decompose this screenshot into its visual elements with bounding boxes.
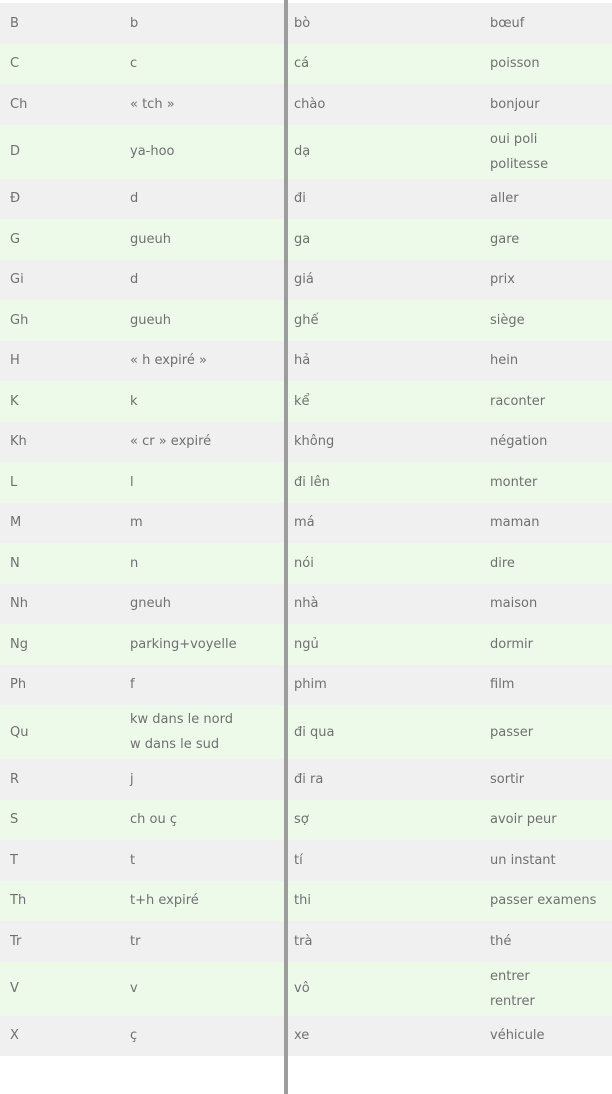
meaning-cell bbox=[478, 44, 612, 85]
example-cell: nhà bbox=[294, 596, 319, 612]
example-cell: cá bbox=[294, 56, 310, 72]
meaning-cell-line: entrer bbox=[490, 968, 530, 984]
sound-cell bbox=[114, 1016, 284, 1057]
example-cell: đi bbox=[294, 191, 306, 207]
letter-cell: Nh bbox=[10, 596, 28, 612]
table-row bbox=[0, 800, 612, 841]
meaning-cell-line: négation bbox=[490, 434, 548, 450]
meaning-cell bbox=[478, 840, 612, 881]
sound-cell bbox=[114, 381, 284, 422]
example-cell: hả bbox=[294, 353, 311, 369]
meaning-cell bbox=[478, 260, 612, 301]
meaning-cell bbox=[478, 84, 612, 125]
table-row bbox=[0, 1016, 612, 1057]
meaning-cell bbox=[478, 422, 612, 463]
letter-cell: Ph bbox=[10, 677, 27, 693]
letter-cell: Tr bbox=[10, 933, 22, 949]
meaning-cell-line: dire bbox=[490, 555, 515, 571]
sound-cell-line: tr bbox=[130, 933, 141, 949]
meaning-cell-line: politesse bbox=[490, 156, 549, 172]
sound-cell-line: « tch » bbox=[130, 96, 175, 112]
example-cell: tí bbox=[294, 852, 303, 868]
sound-cell-line: gneuh bbox=[130, 596, 171, 612]
example-cell: không bbox=[294, 434, 335, 450]
sound-cell bbox=[114, 962, 284, 1016]
meaning-cell bbox=[478, 462, 612, 503]
example-cell: xe bbox=[294, 1028, 310, 1044]
table-row bbox=[0, 543, 612, 584]
meaning-cell bbox=[478, 584, 612, 625]
example-cell: ga bbox=[294, 231, 311, 247]
example-cell: thi bbox=[294, 893, 311, 909]
meaning-cell-line: hein bbox=[490, 353, 519, 369]
meaning-cell bbox=[478, 881, 612, 922]
table-row bbox=[0, 962, 612, 1016]
meaning-cell bbox=[478, 381, 612, 422]
sound-cell bbox=[114, 219, 284, 260]
table-row bbox=[0, 219, 612, 260]
sound-cell-line: « cr » expiré bbox=[130, 434, 212, 450]
sound-cell-line: parking+voyelle bbox=[130, 636, 237, 652]
sound-cell bbox=[114, 125, 284, 179]
letter-cell: Qu bbox=[10, 724, 29, 740]
letter-cell: Kh bbox=[10, 434, 27, 450]
meaning-cell-line: bœuf bbox=[490, 15, 525, 31]
letter-cell: C bbox=[10, 56, 20, 72]
sound-cell-line: gueuh bbox=[130, 231, 171, 247]
letter-cell: S bbox=[10, 812, 19, 828]
sound-cell-line: ç bbox=[130, 1028, 138, 1044]
table-row bbox=[0, 44, 612, 85]
meaning-cell bbox=[478, 962, 612, 1016]
meaning-cell bbox=[478, 125, 612, 179]
letter-cell: D bbox=[10, 144, 21, 159]
sound-cell bbox=[114, 665, 284, 706]
table-row bbox=[0, 840, 612, 881]
letter-cell: Ng bbox=[10, 636, 28, 652]
meaning-cell-line: aller bbox=[490, 191, 519, 207]
example-cell: vô bbox=[294, 981, 310, 996]
sound-cell-line: b bbox=[130, 15, 139, 31]
sound-cell-line: f bbox=[130, 677, 135, 693]
meaning-cell bbox=[478, 921, 612, 962]
sound-cell bbox=[114, 543, 284, 584]
meaning-cell bbox=[478, 705, 612, 759]
meaning-cell-line: véhicule bbox=[490, 1028, 545, 1044]
example-cell: ngủ bbox=[294, 636, 319, 652]
meaning-cell-line: sortir bbox=[490, 771, 525, 787]
sound-cell bbox=[114, 503, 284, 544]
table-row bbox=[0, 422, 612, 463]
example-cell: nói bbox=[294, 555, 314, 571]
meaning-cell bbox=[478, 1016, 612, 1057]
meaning-cell-line: oui poli bbox=[490, 131, 538, 147]
sound-cell-line: d bbox=[130, 191, 139, 207]
example-cell: bò bbox=[294, 15, 311, 31]
meaning-cell-line: maison bbox=[490, 596, 538, 612]
example-cell: đi ra bbox=[294, 771, 324, 787]
sound-cell-line: v bbox=[130, 981, 138, 996]
sound-cell bbox=[114, 705, 284, 759]
letter-cell: K bbox=[10, 393, 19, 409]
table-row bbox=[0, 881, 612, 922]
example-cell: ghế bbox=[294, 312, 319, 328]
sound-cell bbox=[114, 179, 284, 220]
table-row bbox=[0, 125, 612, 179]
meaning-cell-line: bonjour bbox=[490, 96, 540, 112]
column-divider bbox=[284, 0, 288, 1094]
sound-cell-line: kw dans le nord bbox=[130, 712, 233, 727]
table-row bbox=[0, 921, 612, 962]
sound-cell-line: k bbox=[130, 393, 138, 409]
letter-cell: Gh bbox=[10, 312, 29, 328]
letter-cell: M bbox=[10, 515, 22, 531]
letter-cell: T bbox=[10, 852, 18, 868]
sound-cell-line: n bbox=[130, 555, 139, 571]
letter-cell: N bbox=[10, 555, 20, 571]
sound-cell bbox=[114, 341, 284, 382]
meaning-cell bbox=[478, 665, 612, 706]
meaning-cell-line: rentrer bbox=[490, 993, 535, 1009]
sound-cell bbox=[114, 921, 284, 962]
meaning-cell-line: passer examens bbox=[490, 893, 597, 909]
table-row bbox=[0, 462, 612, 503]
meaning-cell bbox=[478, 341, 612, 382]
example-cell: trà bbox=[294, 933, 313, 949]
letter-cell: V bbox=[10, 981, 19, 996]
letter-cell: G bbox=[10, 231, 21, 247]
meaning-cell-line: un instant bbox=[490, 852, 556, 868]
meaning-cell bbox=[478, 503, 612, 544]
sound-cell bbox=[114, 3, 284, 44]
meaning-cell bbox=[478, 543, 612, 584]
letter-cell: Ch bbox=[10, 96, 28, 112]
table-row bbox=[0, 341, 612, 382]
sound-cell-line: gueuh bbox=[130, 312, 171, 328]
table-row bbox=[0, 260, 612, 301]
letter-cell: Đ bbox=[10, 191, 21, 207]
letter-cell: L bbox=[10, 474, 18, 490]
table-row bbox=[0, 759, 612, 800]
meaning-cell bbox=[478, 624, 612, 665]
table-row bbox=[0, 179, 612, 220]
sound-cell bbox=[114, 624, 284, 665]
example-cell: giá bbox=[294, 272, 314, 288]
sound-cell-line: ya-hoo bbox=[130, 144, 175, 159]
sound-cell-line: t bbox=[130, 852, 136, 868]
sound-cell bbox=[114, 881, 284, 922]
meaning-cell bbox=[478, 759, 612, 800]
meaning-cell-line: maman bbox=[490, 515, 540, 531]
meaning-cell-line: avoir peur bbox=[490, 812, 557, 828]
letter-cell: Th bbox=[10, 893, 27, 909]
example-cell: phim bbox=[294, 677, 327, 693]
sound-cell-line: c bbox=[130, 56, 138, 72]
meaning-cell-line: gare bbox=[490, 231, 520, 247]
meaning-cell bbox=[478, 800, 612, 841]
table-row bbox=[0, 503, 612, 544]
sound-cell bbox=[114, 260, 284, 301]
sound-cell bbox=[114, 462, 284, 503]
meaning-cell-line: raconter bbox=[490, 393, 546, 409]
table-row bbox=[0, 705, 612, 759]
sound-cell-line: j bbox=[130, 771, 134, 787]
meaning-cell-line: thé bbox=[490, 933, 512, 949]
sound-cell-line: w dans le sud bbox=[130, 737, 220, 752]
sound-cell bbox=[114, 584, 284, 625]
meaning-cell bbox=[478, 219, 612, 260]
table-row bbox=[0, 624, 612, 665]
meaning-cell-line: dormir bbox=[490, 636, 533, 652]
example-cell: dạ bbox=[294, 144, 311, 159]
meaning-cell-line: passer bbox=[490, 724, 534, 740]
meaning-cell-line: film bbox=[490, 677, 515, 693]
meaning-cell bbox=[478, 179, 612, 220]
meaning-cell-line: monter bbox=[490, 474, 538, 490]
sound-cell-line: ch ou ç bbox=[130, 812, 177, 828]
sound-cell bbox=[114, 800, 284, 841]
sound-cell bbox=[114, 759, 284, 800]
letter-cell: H bbox=[10, 353, 20, 369]
sound-cell-line: m bbox=[130, 515, 143, 531]
example-cell: kể bbox=[294, 393, 310, 409]
table-row bbox=[0, 665, 612, 706]
sound-cell-line: l bbox=[130, 474, 134, 490]
meaning-cell-line: siège bbox=[490, 312, 525, 328]
table-row bbox=[0, 3, 612, 44]
sound-cell bbox=[114, 840, 284, 881]
example-cell: đi lên bbox=[294, 474, 330, 490]
table-row bbox=[0, 584, 612, 625]
table-row bbox=[0, 84, 612, 125]
sound-cell-line: « h expiré » bbox=[130, 353, 207, 369]
meaning-cell-line: poisson bbox=[490, 56, 540, 72]
letter-cell: X bbox=[10, 1028, 19, 1044]
example-cell: má bbox=[294, 515, 315, 531]
meaning-cell bbox=[478, 300, 612, 341]
sound-cell-line: t+h expiré bbox=[130, 893, 199, 909]
letter-cell: Gi bbox=[10, 272, 24, 288]
example-cell: đi qua bbox=[294, 724, 335, 740]
example-cell: sợ bbox=[294, 812, 309, 828]
letter-cell: B bbox=[10, 15, 19, 31]
meaning-cell-line: prix bbox=[490, 272, 515, 288]
letter-cell: R bbox=[10, 771, 20, 787]
sound-cell bbox=[114, 44, 284, 85]
table-row bbox=[0, 381, 612, 422]
sound-cell bbox=[114, 300, 284, 341]
example-cell: chào bbox=[294, 96, 326, 112]
sound-cell-line: d bbox=[130, 272, 139, 288]
sound-cell bbox=[114, 422, 284, 463]
table-row bbox=[0, 300, 612, 341]
meaning-cell bbox=[478, 3, 612, 44]
sound-cell bbox=[114, 84, 284, 125]
